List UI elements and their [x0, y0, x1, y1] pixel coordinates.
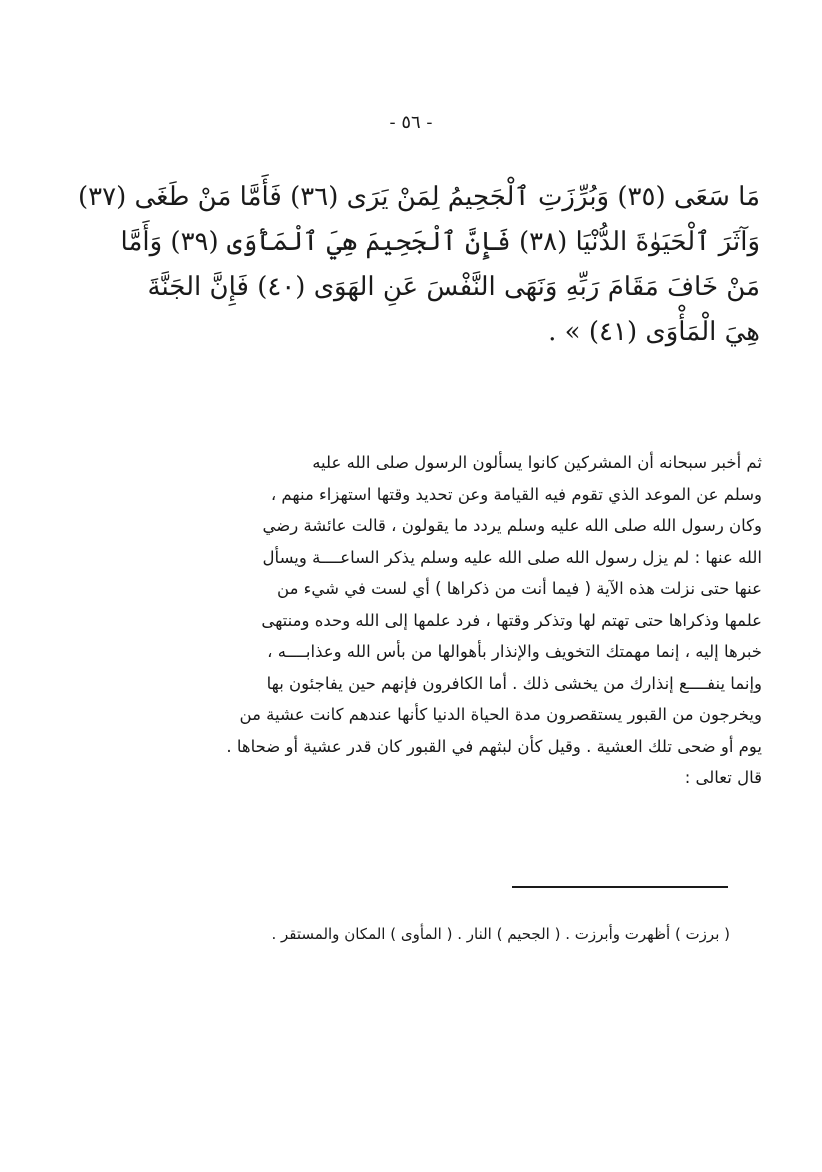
- page-number: - ٥٦ -: [389, 112, 433, 133]
- quran-verses: [77, 175, 760, 355]
- commentary-line: وكان رسول الله صلى الله عليه وسلم يردد ما يقولون ، قالت عائشة رضي: [262, 516, 762, 535]
- verse-line: وَآثَرَ ٱلْحَيَوٰةَ الدُّنْيَا (٣٨) فَإِنَّ ٱلْجَحِيمَ هِيَ ٱلْمَأْوَى (٣٩) وَأَمَّا: [120, 227, 760, 257]
- commentary-line: ثم أخبر سبحانه أن المشركين كانوا يسألون الرسول صلى الله عليه: [312, 453, 762, 472]
- commentary-paragraph: [210, 447, 762, 794]
- verse-line: هِيَ الْمَأْوَى (٤١) » .: [548, 317, 760, 347]
- commentary-line: خبرها إليه ، إنما مهمتك التخويف والإنذار بأهوالها من بأس الله وعذابــــه ،: [267, 642, 762, 661]
- commentary-line: ويخرجون من القبور يستقصرون مدة الحياة الدنيا كأنها عندهم كانت عشية من: [239, 705, 762, 724]
- verse-line: مَنْ خَافَ مَقَامَ رَبِّهِ وَنَهَى النَّفْسَ عَنِ الهَوَى (٤٠) فَإِنَّ الجَنَّةَ: [147, 272, 760, 302]
- commentary-line: علمها وذكراها حتى تهتم لها وتذكر وقتها ، فرد علمها إلى الله وحده ومنتهى: [261, 610, 762, 630]
- commentary-line: وإنما ينفــــع إنذارك من يخشى ذلك . أما الكافرون فإنهم حين يفاجئون بها: [266, 673, 762, 693]
- commentary-line: قال تعالى :: [684, 768, 762, 787]
- commentary-line: الله عنها : لم يزل رسول الله صلى الله عليه وسلم يذكر الساعــــة ويسأل: [262, 547, 762, 567]
- footnote-divider: [512, 886, 728, 888]
- commentary-line: يوم أو ضحى تلك العشية . وقيل كأن لبثهم في القبور كان قدر عشية أو ضحاها .: [226, 736, 762, 756]
- verse-line: مَا سَعَى (٣٥) وَبُرِّزَتِ ٱلْجَحِيمُ لِمَنْ يَرَى (٣٦) فَأَمَّا مَنْ طَغَى (٣٧): [77, 182, 760, 212]
- footnote: ( برزت ) أظهرت وأبرزت . ( الجحيم ) النار . ( المأوى ) المكان والمستقر .: [271, 925, 730, 943]
- commentary-line: وسلم عن الموعد الذي تقوم فيه القيامة وعن تحديد وقتها استهزاء منهم ،: [270, 484, 762, 504]
- commentary-line: عنها حتى نزلت هذه الآية ( فيما أنت من ذكراها ) أي لست في شيء من: [277, 579, 762, 598]
